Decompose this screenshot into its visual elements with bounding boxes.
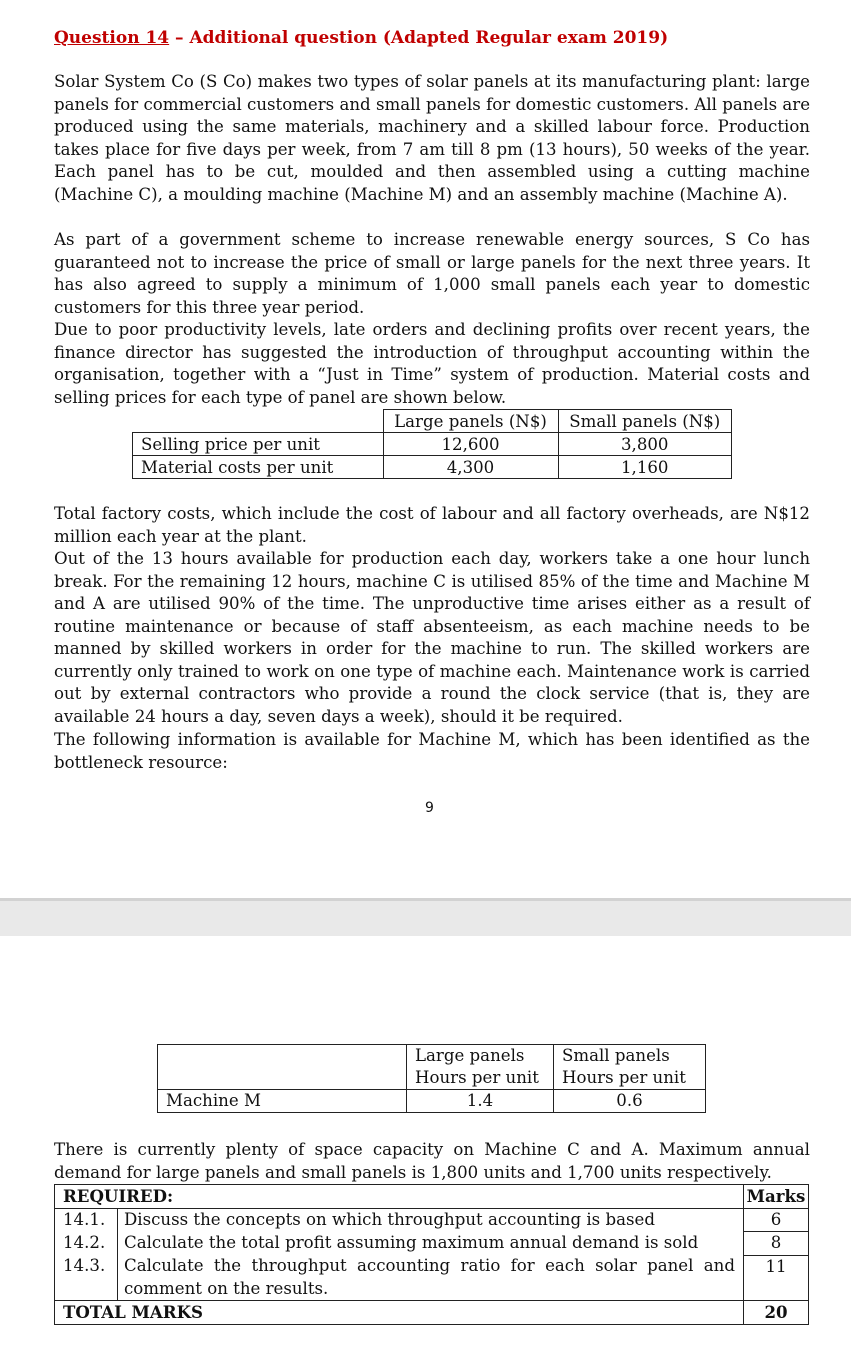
table-row <box>158 1090 706 1113</box>
capacity-paragraph: There is currently plenty of space capacity on Machine C and A. Maximum annual demand for large panels and small panels is 1,800 units and 1,700 units respectively. <box>54 1140 810 1182</box>
hours-table-corner <box>158 1045 407 1090</box>
table-row <box>133 433 732 456</box>
factory-costs-paragraph: Total factory costs, which include the cost of labour and all factory overheads, are N$12 million each year at the plant. <box>54 504 810 546</box>
total-label: TOTAL MARKS <box>55 1301 744 1325</box>
requirement-number: 14.2. <box>55 1232 118 1256</box>
required-label: REQUIRED: <box>55 1185 744 1209</box>
price-table <box>132 409 732 479</box>
requirement-row <box>55 1232 809 1256</box>
question-number: Question 14 <box>54 28 170 48</box>
price-table-header <box>133 410 732 433</box>
requirements-table <box>54 1184 809 1325</box>
machine-hours-table <box>157 1044 706 1113</box>
price-table-corner <box>133 410 384 433</box>
hours-paragraph: Out of the 13 hours available for production each day, workers take a one hour lunch break. For the remaining 12 hours, machine C is utilised 85% of the time and Machine M and A are utilised 90% of the time. The unproductive time arises either as a result of routine maintenance or because of staff absenteeism, as each machine needs to be manned by skilled workers in order for the machine to run. The skilled workers are currently only trained to work on one type of machine each. Maintenance work is carried out by external contractors who provide a round the clock service (that is, they are available 24 hours a day, seven days a week), should it be required. <box>54 549 810 726</box>
requirement-marks: 11 <box>744 1255 809 1301</box>
total-row <box>55 1301 809 1325</box>
marks-header: Marks <box>744 1185 809 1209</box>
requirement-text: Calculate the total profit assuming maximum annual demand is sold <box>118 1232 744 1256</box>
row-label: Selling price per unit <box>133 433 384 456</box>
requirement-marks: 8 <box>744 1232 809 1256</box>
requirement-number: 14.1. <box>55 1208 118 1232</box>
price-header-small: Small panels (N$) <box>558 410 732 433</box>
hours-header-small: Small panels <box>554 1045 706 1068</box>
large-value: 4,300 <box>383 456 558 479</box>
hours-header-large: Large panels <box>407 1045 554 1068</box>
scheme-paragraph: As part of a government scheme to increase renewable energy sources, S Co has guaranteed not to increase the price of small or large panels for the next three years. It has also agreed to supply a minimum of 1,000 small panels each year to domestic customers for this three year period. <box>54 230 810 317</box>
large-value: 12,600 <box>383 433 558 456</box>
hours-subheader-large: Hours per unit <box>407 1067 554 1090</box>
hours-subheader-small: Hours per unit <box>554 1067 706 1090</box>
requirement-number: 14.3. <box>55 1255 118 1301</box>
row-label: Machine M <box>158 1090 407 1113</box>
hours-table-header <box>158 1045 706 1068</box>
row-label: Material costs per unit <box>133 456 384 479</box>
page-separator <box>0 898 851 936</box>
table-row <box>133 456 732 479</box>
page-two <box>0 936 851 1350</box>
small-hours: 0.6 <box>554 1090 706 1113</box>
small-value: 3,800 <box>558 433 732 456</box>
bottleneck-paragraph: The following information is available for Machine M, which has been identified as the bottleneck resource: <box>54 730 810 772</box>
requirement-text: Calculate the throughput accounting ratio for each solar panel and comment on the results. <box>118 1255 744 1301</box>
page-number: 9 <box>425 800 434 816</box>
requirement-text: Discuss the concepts on which throughput accounting is based <box>118 1208 744 1232</box>
small-value: 1,160 <box>558 456 732 479</box>
requirements-header <box>55 1185 809 1209</box>
question-heading <box>54 28 668 48</box>
total-marks: 20 <box>744 1301 809 1325</box>
productivity-paragraph: Due to poor productivity levels, late orders and declining profits over recent years, the finance director has suggested the introduction of throughput accounting within the organisation, together with a “Just in Time” system of production. Material costs and selling prices for each type of panel are shown below. <box>54 320 810 407</box>
requirement-marks: 6 <box>744 1208 809 1232</box>
price-header-large: Large panels (N$) <box>383 410 558 433</box>
requirement-row <box>55 1255 809 1301</box>
question-title: – Additional question (Adapted Regular exam 2019) <box>169 28 669 48</box>
large-hours: 1.4 <box>407 1090 554 1113</box>
intro-paragraph: Solar System Co (S Co) makes two types of solar panels at its manufacturing plant: large panels for commercial customers and small panels for domestic customers. All panels are produced using the same materials, machinery and a skilled labour force. Production takes place for five days per week, from 7 am till 8 pm (13 hours), 50 weeks of the year. Each panel has to be cut, moulded and then assembled using a cutting machine (Machine C), a moulding machine (Machine M) and an assembly machine (Machine A). <box>54 72 811 204</box>
requirement-row <box>55 1208 809 1232</box>
